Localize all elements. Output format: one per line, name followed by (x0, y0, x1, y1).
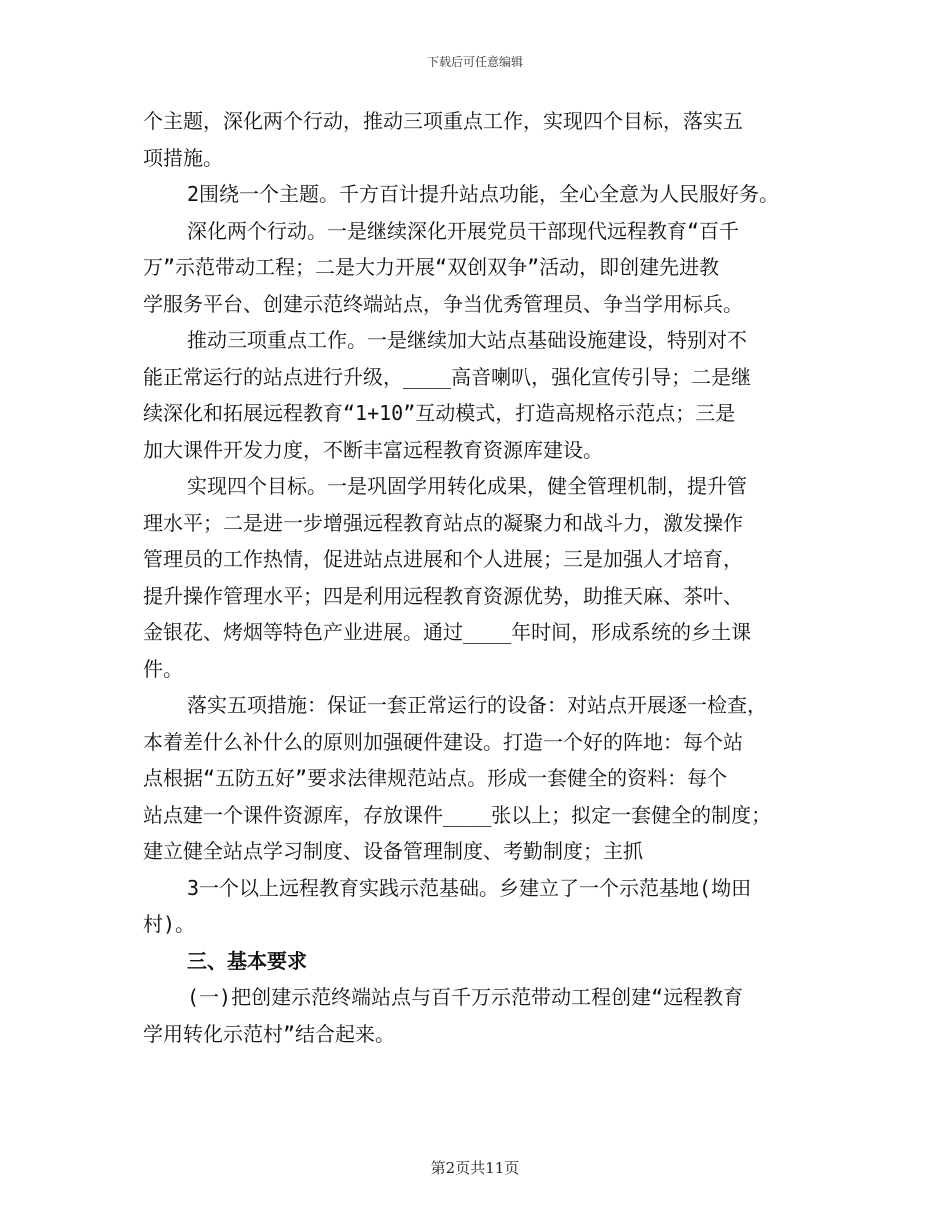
text-line: 深化两个行动。一是继续深化开展党员干部现代远程教育“百千 (187, 218, 740, 243)
text-line: 站点建一个课件资源库，存放课件____张以上；拟定一套健全的制度； (143, 802, 772, 827)
section-heading: 三、基本要求 (187, 948, 307, 973)
text-line: 2围绕一个主题。千方百计提升站点功能，全心全意为人民服好务。 (187, 182, 780, 206)
text-line: 落实五项措施：保证一套正常运行的设备：对站点开展逐一检查， (187, 693, 767, 717)
text-line: 点根据“五防五好”要求法律规范站点。形成一套健全的资料：每个 (143, 766, 728, 790)
text-line: 建立健全站点学习制度、设备管理制度、考勤制度；主抓 (143, 839, 643, 863)
text-line: (一)把创建示范终端站点与百千万示范带动工程创建“远程教育 (187, 985, 744, 1009)
text-line: 项措施。 (143, 145, 223, 170)
text-line: 金银花、烤烟等特色产业进展。通过____年时间，形成系统的乡土课 (143, 620, 752, 644)
text-line: 能正常运行的站点进行升级，____高音喇叭，强化宣传引导；二是继 (143, 364, 752, 389)
text-line: 本着差什么补什么的原则加强硬件建设。打造一个好的阵地：每个站 (143, 729, 743, 754)
document-body (143, 103, 833, 1052)
text-line: 个主题，深化两个行动，推动三项重点工作，实现四个目标，落实五 (143, 109, 743, 133)
text-line: 续深化和拓展远程教育“1+10”互动模式，打造高规格示范点；三是 (143, 401, 736, 425)
page-header: 下载后可任意编辑 (426, 55, 523, 69)
text-line: 学用转化示范村”结合起来。 (143, 1021, 396, 1046)
page-number: 第2页共11页 (430, 1159, 520, 1177)
text-line: 加大课件开发力度，不断丰富远程教育资源库建设。 (143, 437, 603, 462)
text-line: 件。 (143, 656, 183, 681)
text-line: 实现四个目标。一是巩固学用转化成果，健全管理机制，提升管 (187, 474, 747, 498)
text-line: 村)。 (143, 912, 196, 936)
text-line: 万”示范带动工程；二是大力开展“双创双争”活动，即创建先进教 (143, 255, 720, 279)
text-line: 理水平；二是进一步增强远程教育站点的凝聚力和战斗力，激发操作 (143, 510, 743, 535)
text-line: 推动三项重点工作。一是继续加大站点基础设施建设，特别对不 (187, 328, 747, 352)
text-line: 提升操作管理水平；四是利用远程教育资源优势，助推天麻、茶叶、 (143, 583, 743, 608)
text-line: 学服务平台、创建示范终端站点，争当优秀管理员、争当学用标兵。 (143, 291, 743, 316)
text-line: 3一个以上远程教育实践示范基础。乡建立了一个示范基地(坳田 (187, 875, 752, 900)
text-line: 管理员的工作热情，促进站点进展和个人进展；三是加强人才培育， (143, 547, 743, 571)
